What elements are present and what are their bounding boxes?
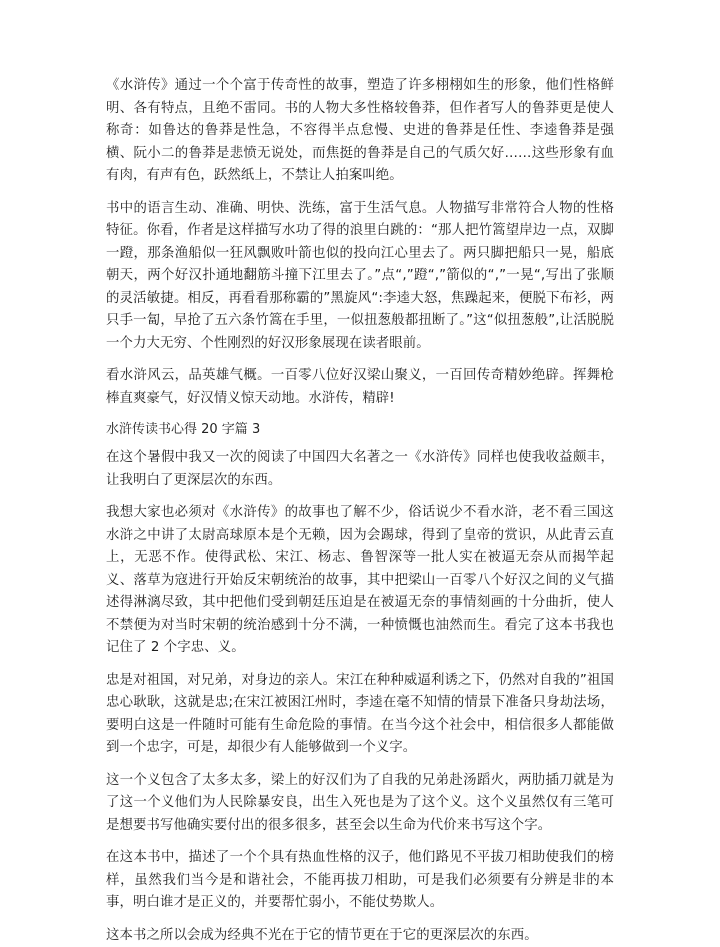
paragraph-heroic-spirit: 看水浒风云，品英雄气概。一百零八位好汉梁山聚义，一百回传奇精妙绝辟。挥舞枪棒直爽豪气，好汉情义惊天动地。水浒传，精辟! [106,365,614,410]
paragraph-character-traits: 《水浒传》通过一个个富于传奇性的故事，塑造了许多栩栩如生的形象，他们性格鲜明、各有特点，且绝不雷同。书的人物大多性格较鲁莽，但作者写人的鲁莽更是使人称奇：如鲁达的鲁莽是性急，不容得半点怠慢、史进的鲁莽是任性、李逵鲁莽是强横、阮小二的鲁莽是悲愤无说处，而焦挺的鲁莽是自己的气质欠好……这些形象有血有肉，有声有色，跃然纸上，不禁让人拍案叫绝。 [106,75,614,188]
paragraph-righteousness: 这一个义包含了太多太多，梁上的好汉们为了自我的兄弟赴汤蹈火，两肋插刀就是为了这一个义他们为人民除暴安良，出生入死也是为了这个义。这个义虽然仅有三笔可是想要书写他确实要付出的很多很多，甚至会以生命为代价来书写这个字。 [106,770,614,838]
paragraph-story-summary: 我想大家也必须对《水浒传》的故事也了解不少，俗话说少不看水浒，老不看三国这水浒之中讲了太尉高球原本是个无赖，因为会踢球，得到了皇帝的赏识，从此青云直上，无恶不作。使得武松、宋江、杨志、鲁智深等一批人实在被逼无奈从而揭竿起义、落草为寇进行开始反宋朝统治的故事，其中把梁山一百零八个好汉之间的义气描述得淋漓尽致，其中把他们受到朝廷压迫是在被逼无奈的事情刻画的十分曲折，使人不禁便为对当时宋朝的统治感到十分不满，一种愤慨也油然而生。看完了这本书我也记住了 2 个字忠、义。 [106,502,614,660]
paragraph-role-models: 在这本书中，描述了一个个具有热血性格的汉子，他们路见不平拔刀相助使我们的榜样，虽然我们当今是和谐社会，不能再拔刀相助，可是我们必须要有分辨是非的本事，明白谁才是正义的，并要帮忙弱小，不能仗势欺人。 [106,847,614,915]
paragraph-summer-reading: 在这个暑假中我又一次的阅读了中国四大名著之一《水浒传》同样也使我收益颇丰，让我明白了更深层次的东西。 [106,447,614,492]
paragraph-language-style: 书中的语言生动、准确、明快、洗练，富于生活气息。人物描写非常符合人物的性格特征。你看，作者是这样描写水功了得的浪里白跳的：“那人把竹篙望岸边一点，双脚一蹬，那条渔船似一狂风飘败叶箭也似的投向江心里去了。两只脚把船只一晃，船底朝天，两个好汉扑通地翻筋斗撞下江里去了。”点“,”蹬“,”箭似的“,”一晃“,写出了张顺的灵活敏捷。相反，再看看那称霸的”黑旋风“:李逵大怒，焦躁起来，便脱下布衫，两只手一匐，早抢了五六条竹篙在手里，一似扭葱般都扭断了。”这“似扭葱般”,让活脱脱一个力大无穷、个性刚烈的好汉形象展现在读者眼前。 [106,198,614,356]
paragraph-loyalty: 忠是对祖国，对兄弟，对身边的亲人。宋江在种种威逼利诱之下，仍然对自我的”祖国忠心耿耿，这就是忠;在宋江被困江州时，李逵在毫不知情的情景下准备只身劫法场，要明白这是一件随时可能有生命危险的事情。在当今这个社会中，相信很多人都能做到一个忠字，可是，却很少有人能够做到一个义字。 [106,670,614,760]
paragraph-conclusion: 这本书之所以会成为经典不光在于它的情节更在于它的更深层次的东西。 [106,925,614,947]
section-heading: 水浒传读书心得 20 字篇 3 [106,420,614,440]
